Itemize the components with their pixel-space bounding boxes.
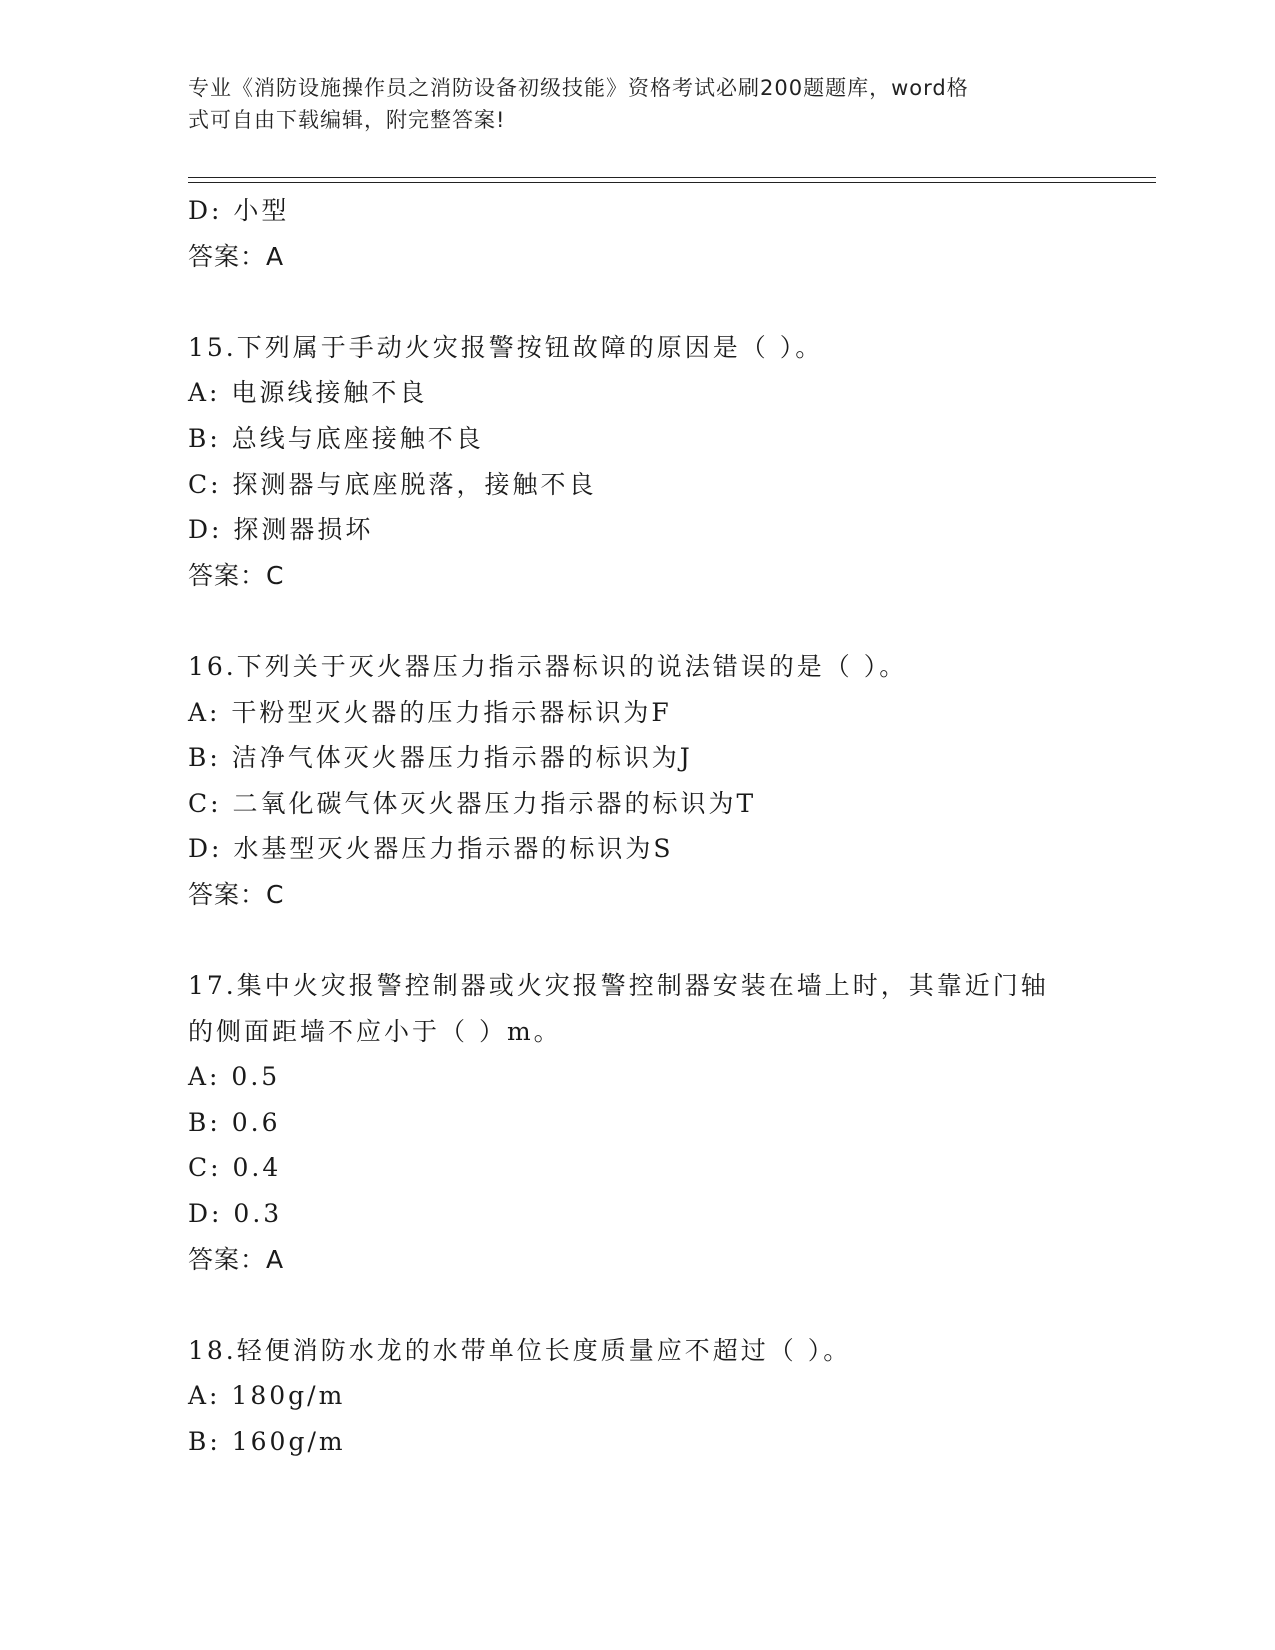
- option-b: B: 洁净气体灭火器压力指示器的标识为J: [188, 743, 693, 773]
- header-divider-top: [188, 177, 1156, 178]
- option-d: D: 小型: [188, 196, 290, 225]
- question-stem: 18.轻便消防水龙的水带单位长度质量应不超过（ ）。: [188, 1335, 852, 1365]
- header-title-line-1: 专业《消防设施操作员之消防设备初级技能》资格考试必刷200题题库，word格: [188, 76, 969, 100]
- header-divider-bottom: [188, 182, 1156, 183]
- question-stem: 15.下列属于手动火灾报警按钮故障的原因是（ ）。: [188, 332, 824, 362]
- option-d: D: 0.3: [188, 1199, 283, 1229]
- option-c: C: 二氧化碳气体灭火器压力指示器的标识为T: [188, 788, 757, 818]
- option-b: B: 160g/m: [188, 1427, 346, 1457]
- question-stem-line-2: 的侧面距墙不应小于（ ）m。: [188, 1016, 562, 1046]
- option-d: D: 水基型灭火器压力指示器的标识为S: [188, 834, 674, 864]
- answer-line: 答案：C: [188, 560, 285, 590]
- question-stem: 16.下列关于灭火器压力指示器标识的说法错误的是（ ）。: [188, 651, 908, 681]
- option-a: A: 0.5: [188, 1062, 281, 1092]
- header-title-line-2: 式可自由下载编辑，附完整答案!: [188, 108, 506, 132]
- option-a: A: 180g/m: [188, 1381, 346, 1411]
- question-list: [188, 188, 1088, 1465]
- option-c: C: 探测器与底座脱落，接触不良: [188, 469, 597, 499]
- answer-line: 答案：C: [188, 879, 285, 909]
- option-c: C: 0.4: [188, 1153, 282, 1183]
- option-b: B: 0.6: [188, 1107, 281, 1137]
- question-stem-line-1: 17.集中火灾报警控制器或火灾报警控制器安装在墙上时，其靠近门轴: [188, 971, 1049, 1001]
- answer-line: 答案：A: [188, 241, 285, 271]
- answer-line: 答案：A: [188, 1244, 285, 1274]
- option-d: D: 探测器损坏: [188, 515, 374, 545]
- option-a: A: 干粉型灭火器的压力指示器标识为F: [188, 697, 672, 727]
- option-a: A: 电源线接触不良: [188, 378, 428, 408]
- option-b: B: 总线与底座接触不良: [188, 423, 484, 453]
- document-header: [188, 72, 1068, 136]
